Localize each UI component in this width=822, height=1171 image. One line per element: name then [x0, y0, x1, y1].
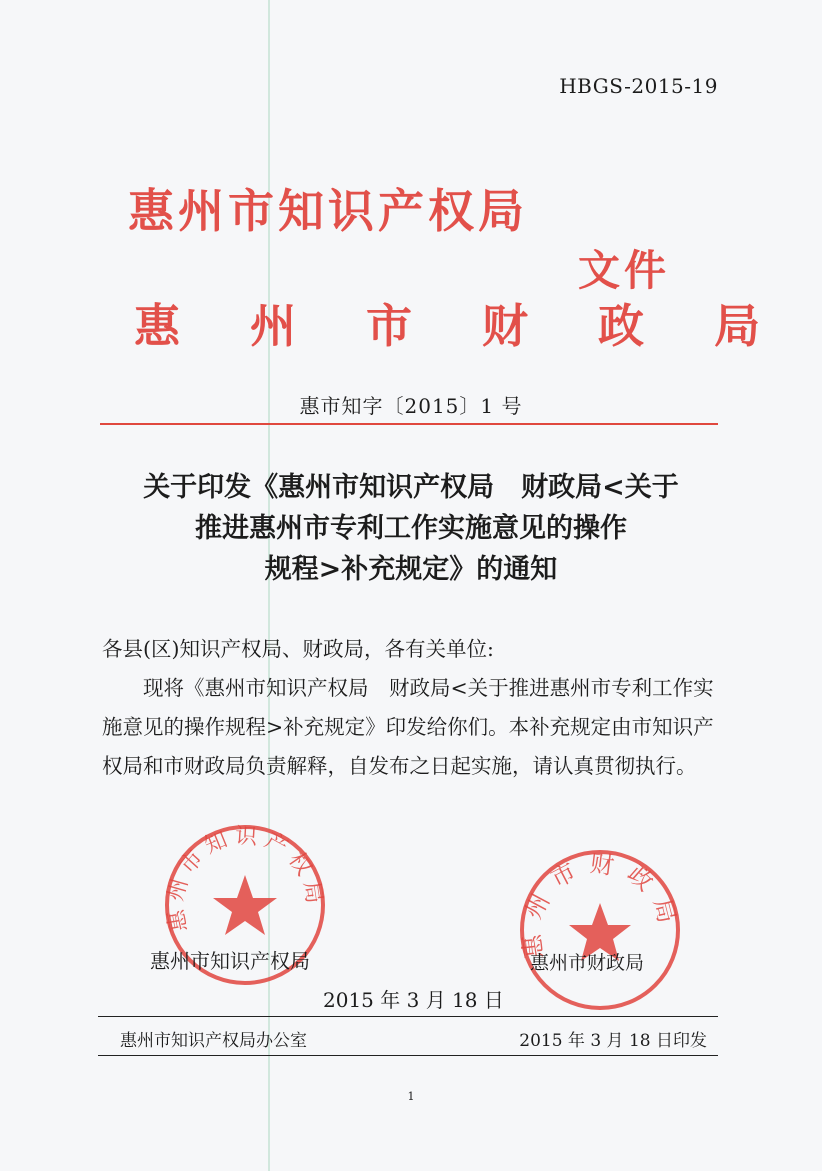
salutation: 各县(区)知识产权局、财政局，各有关单位:: [102, 637, 494, 661]
seal-left-text: 惠州市知识产权局: [162, 823, 328, 934]
footer-top-rule: [98, 1016, 718, 1017]
page-number: 1: [407, 1090, 415, 1103]
body-paragraph: 现将《惠州市知识产权局 财政局<关于推进惠州市专利工作实施意见的操作规程>补充规定》印发给你们。本补充规定由市知识产权局和市财政局负责解释，自发布之日起实施，请认真贯彻执行。: [102, 676, 714, 778]
document-code: HBGS-2015-19: [559, 74, 718, 98]
issuer-ip-office: 惠州市知识产权局: [128, 184, 528, 238]
seal-right-text: 惠州市财政局: [516, 849, 684, 961]
document-number: 惠市知字〔2015〕1 号: [299, 394, 523, 418]
title-line-3: 规程>补充规定》的通知: [264, 554, 558, 585]
document-type-label: 文件: [578, 246, 671, 295]
footer-issue-date: 2015 年 3 月 18 日印发: [519, 1031, 707, 1051]
footer-bottom-rule: [98, 1055, 718, 1056]
title-line-1: 关于印发《惠州市知识产权局 财政局<关于: [143, 472, 679, 503]
seal-star-icon: [213, 875, 277, 935]
notice-body: [102, 630, 722, 786]
footer-office: 惠州市知识产权局办公室: [120, 1031, 307, 1051]
notice-title: [0, 467, 822, 590]
signature-finance-bureau: 惠州市财政局: [530, 952, 645, 974]
title-line-2: 推进惠州市专利工作实施意见的操作: [195, 513, 627, 544]
red-divider: [100, 423, 718, 425]
issuer-finance-bureau: 惠 州 市 财 政 局: [134, 299, 788, 353]
signature-ip-office: 惠州市知识产权局: [150, 949, 310, 973]
seal-finance-bureau: [515, 845, 685, 1015]
signature-date: 2015 年 3 月 18 日: [323, 988, 504, 1012]
